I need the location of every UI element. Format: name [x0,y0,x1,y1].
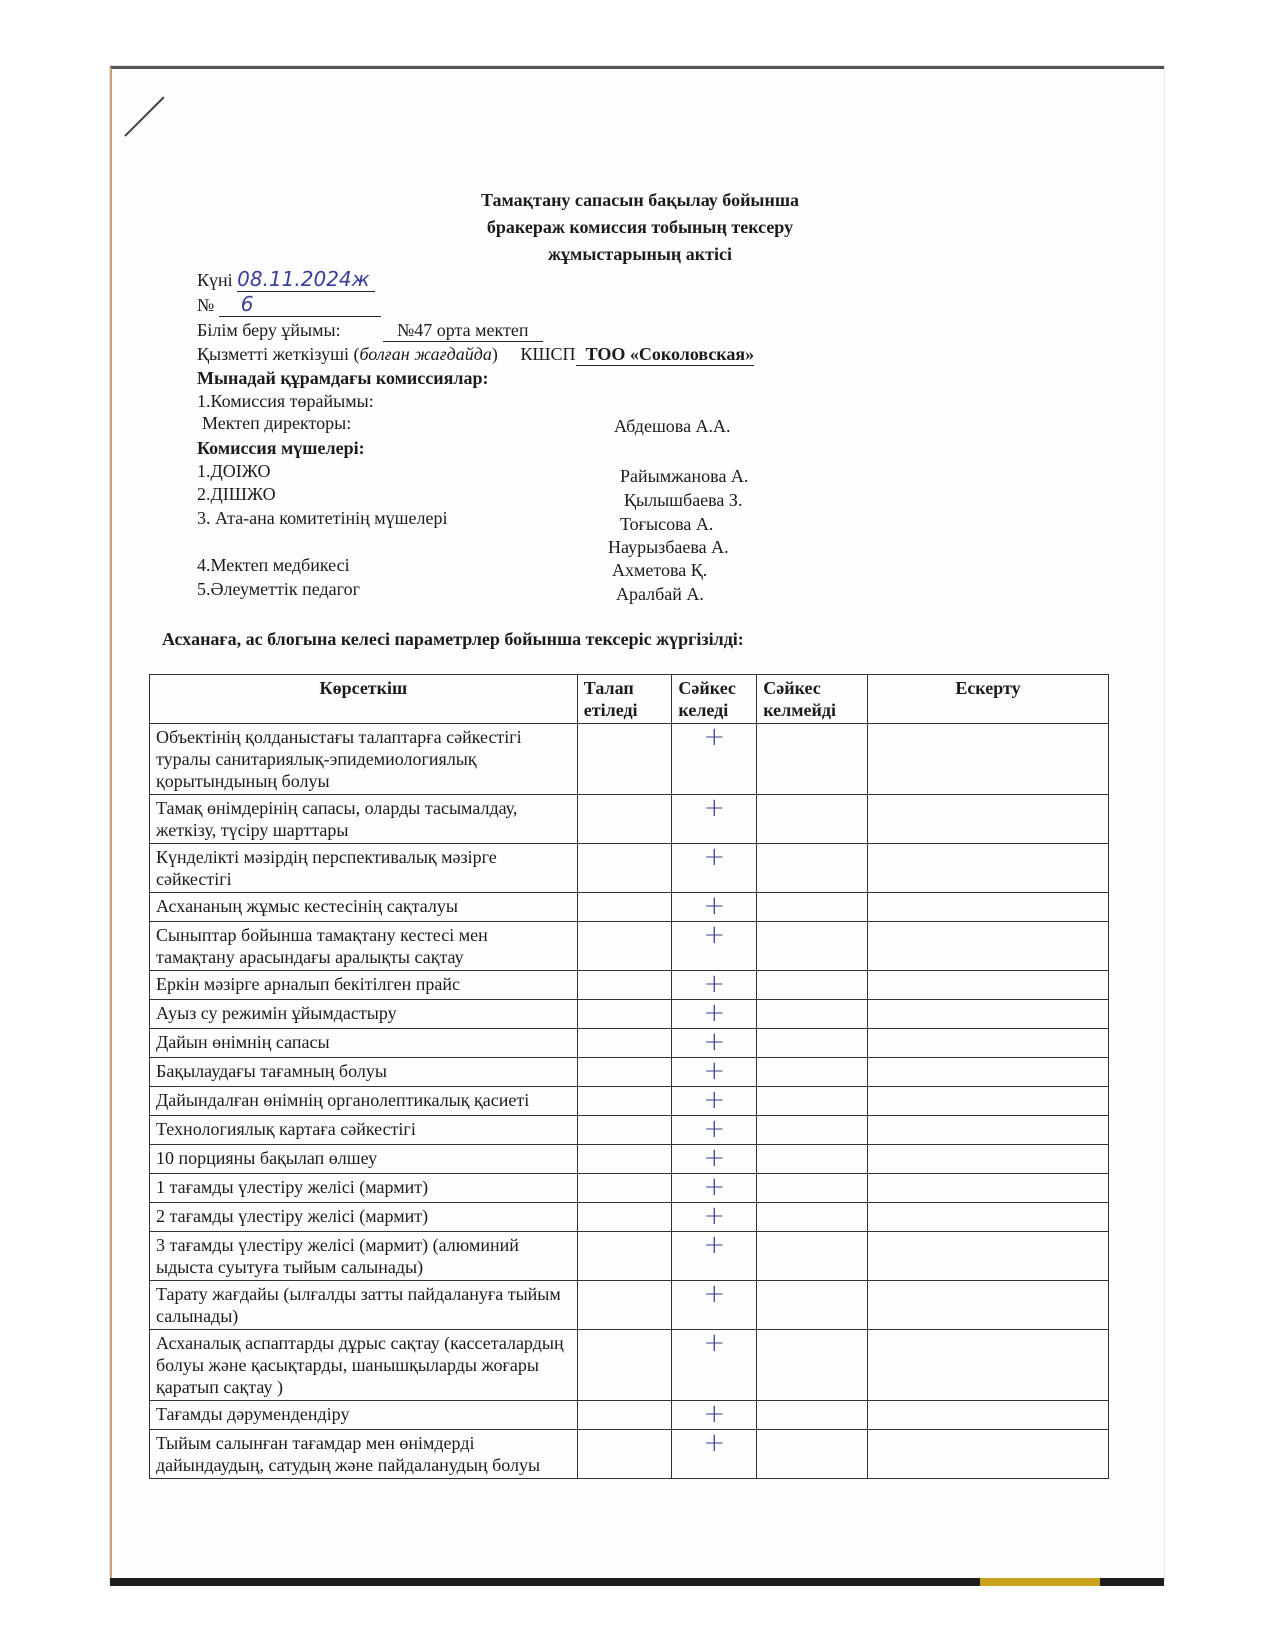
noncompliant-cell [757,893,868,922]
note-cell [867,1401,1108,1430]
indicator-cell: Дайындалған өнімнің органолептикалық қасиеті [150,1087,578,1116]
check-mark: + [703,1399,726,1429]
required-cell [577,1330,672,1401]
noncompliant-cell [757,1087,868,1116]
scan-edge [110,1578,1164,1586]
supplier-value: ТОО «Соколовская» [576,344,755,366]
noncompliant-cell [757,1232,868,1281]
noncompliant-cell [757,1330,868,1401]
title-line-3: жұмыстарының актісі [548,244,732,264]
table-row [150,795,1109,844]
date-value: 08.11.2024ж [237,267,370,291]
member-name: Аралбай А. [616,584,704,604]
indicator-cell: Асхананың жұмыс кестесінің сақталуы [150,893,578,922]
header-indicator: Көрсеткіш [150,675,578,724]
org-label: Білім беру ұйымы: [197,320,341,340]
note-cell [867,1116,1108,1145]
check-mark: + [703,1230,726,1260]
member-role: 5.Әлеуметтік педагог [197,579,360,599]
indicator-cell: 3 тағамды үлестіру желісі (мармит) (алюминий ыдыста суытуға тыйым салынады) [150,1232,578,1281]
header-note: Ескерту [867,675,1108,724]
number-row [197,292,381,317]
check-mark: + [703,1328,726,1358]
member-role: 3. Ата-ана комитетінің мүшелері [197,508,448,528]
indicator-cell: Тағамды дәрумендендіру [150,1401,578,1430]
org-value: №47 орта мектеп [383,320,542,342]
check-mark: + [703,1279,726,1309]
note-cell [867,1087,1108,1116]
table-row [150,971,1109,1000]
member-role: 4.Мектеп медбикесі [197,555,350,575]
table-row [150,1058,1109,1087]
title-line-2: бракераж комиссия тобының тексеру [486,217,794,237]
required-cell [577,1430,672,1479]
indicator-cell: Технологиялық картаға сәйкестігі [150,1116,578,1145]
director-name: Абдешова А.А. [614,416,731,436]
table-row [150,1029,1109,1058]
supplier-italic: болған жағдайда [359,344,492,364]
indicator-cell: 10 порцияны бақылап өлшеу [150,1145,578,1174]
noncompliant-cell [757,1000,868,1029]
indicator-cell: Тамақ өнімдерінің сапасы, оларды тасымалдау, жеткізу, түсіру шарттары [150,795,578,844]
indicator-cell: Еркін мәзірге арналып бекітілген прайс [150,971,578,1000]
check-mark: + [703,1428,726,1458]
required-cell [577,1000,672,1029]
required-cell [577,724,672,795]
noncompliant-cell [757,1145,868,1174]
org-row [197,320,543,342]
date-label: Күні [197,270,233,290]
table-row [150,844,1109,893]
note-cell [867,1029,1108,1058]
indicator-cell: Күнделікті мәзірдің перспективалық мәзірге сәйкестігі [150,844,578,893]
note-cell [867,1203,1108,1232]
table-row [150,1145,1109,1174]
noncompliant-cell [757,1281,868,1330]
indicator-cell: Ауыз су режимін ұйымдастыру [150,1000,578,1029]
note-cell [867,971,1108,1000]
noncompliant-cell [757,922,868,971]
members-heading: Комиссия мүшелері: [197,438,365,458]
member-name: Райымжанова А. [620,466,749,486]
commission-heading: Мынадай құрамдағы комиссиялар: [197,368,489,388]
check-mark: + [703,1056,726,1086]
scan-edge-stripe [980,1578,1100,1586]
table-row [150,1000,1109,1029]
date-row [197,267,375,292]
note-cell [867,1000,1108,1029]
indicator-cell: Тарату жағдайы (ылғалды затты пайдалануға тыйым салынады) [150,1281,578,1330]
indicator-cell: Асханалық аспаптарды дұрыс сақтау (кассеталардың болуы және қасықтарды, шанышқыларды жоғары қаратып сақтау ) [150,1330,578,1401]
required-cell [577,844,672,893]
required-cell [577,1087,672,1116]
note-cell [867,1145,1108,1174]
title-line-1: Тамақтану сапасын бақылау бойынша [480,190,800,210]
header-compliant: Сәйкес келеді [672,675,757,724]
required-cell [577,1401,672,1430]
noncompliant-cell [757,971,868,1000]
required-cell [577,1232,672,1281]
table-row [150,1087,1109,1116]
check-mark: + [703,998,726,1028]
check-mark: + [703,969,726,999]
table-row [150,922,1109,971]
check-mark: + [703,793,726,823]
required-cell [577,1145,672,1174]
noncompliant-cell [757,1029,868,1058]
table-row [150,1401,1109,1430]
required-cell [577,1203,672,1232]
member-name: Тоғысова А. [620,514,714,534]
noncompliant-cell [757,724,868,795]
check-mark: + [703,842,726,872]
note-cell [867,1058,1108,1087]
table-row [150,1174,1109,1203]
check-intro: Асханаға, ас блогына келесі параметрлер бойынша тексеріс жүргізілді: [162,629,744,649]
number-label: № [197,295,215,315]
check-mark: + [703,1085,726,1115]
member-name: Ахметова Қ. [612,560,708,580]
note-cell [867,844,1108,893]
header-required: Талап етіледі [577,675,672,724]
supplier-close: ) [491,344,498,364]
noncompliant-cell [757,795,868,844]
note-cell [867,1330,1108,1401]
noncompliant-cell [757,1116,868,1145]
table-row [150,1116,1109,1145]
table-header-row [150,675,1109,724]
required-cell [577,1281,672,1330]
supplier-prefix: КШСП [520,344,576,364]
member-role: 1.ДОІЖО [197,461,271,481]
table-row [150,724,1109,795]
table-row [150,1203,1109,1232]
member-role: 2.ДІШЖО [197,484,276,504]
chair-label: 1.Комиссия төрайымы: [197,391,374,411]
indicator-cell: 2 тағамды үлестіру желісі (мармит) [150,1203,578,1232]
note-cell [867,893,1108,922]
note-cell [867,1430,1108,1479]
inspection-table [149,674,1109,1479]
member-name: Қылышбаева З. [624,490,743,510]
document-title [420,187,860,268]
member-name: Наурызбаева А. [608,537,729,557]
noncompliant-cell [757,1401,868,1430]
check-mark: + [703,1027,726,1057]
indicator-cell: Сыныптар бойынша тамақтану кестесі мен тамақтану арасындағы аралықты сақтау [150,922,578,971]
note-cell [867,1174,1108,1203]
supplier-row [197,344,754,366]
required-cell [577,1116,672,1145]
note-cell [867,1232,1108,1281]
note-cell [867,795,1108,844]
table-row [150,1232,1109,1281]
indicator-cell: Объектінің қолданыстағы талаптарға сәйкестігі туралы санитариялық-эпидемиологиялық қорытындының болуы [150,724,578,795]
required-cell [577,1029,672,1058]
indicator-cell: Бақылаудағы тағамның болуы [150,1058,578,1087]
supplier-label: Қызметті жеткізуші ( [197,344,360,364]
check-mark: + [703,1143,726,1173]
table-row [150,1330,1109,1401]
required-cell [577,1174,672,1203]
check-mark: + [703,1114,726,1144]
required-cell [577,1058,672,1087]
required-cell [577,893,672,922]
note-cell [867,922,1108,971]
required-cell [577,971,672,1000]
check-mark: + [703,722,726,752]
note-cell [867,724,1108,795]
required-cell [577,795,672,844]
check-mark: + [703,891,726,921]
noncompliant-cell [757,844,868,893]
indicator-cell: 1 тағамды үлестіру желісі (мармит) [150,1174,578,1203]
indicator-cell: Тыйым салынған тағамдар мен өнімдерді дайындаудың, сатудың және пайдаланудың болуы [150,1430,578,1479]
note-cell [867,1281,1108,1330]
required-cell [577,922,672,971]
check-mark: + [703,1201,726,1231]
table-row [150,1430,1109,1479]
check-mark: + [703,1172,726,1202]
noncompliant-cell [757,1058,868,1087]
indicator-cell: Дайын өнімнің сапасы [150,1029,578,1058]
table-row [150,893,1109,922]
noncompliant-cell [757,1174,868,1203]
check-mark: + [703,920,726,950]
director-label: Мектеп директоры: [202,413,352,433]
noncompliant-cell [757,1203,868,1232]
number-value: 6 [240,292,254,316]
noncompliant-cell [757,1430,868,1479]
table-row [150,1281,1109,1330]
header-noncompliant: Сәйкес келмейді [757,675,868,724]
